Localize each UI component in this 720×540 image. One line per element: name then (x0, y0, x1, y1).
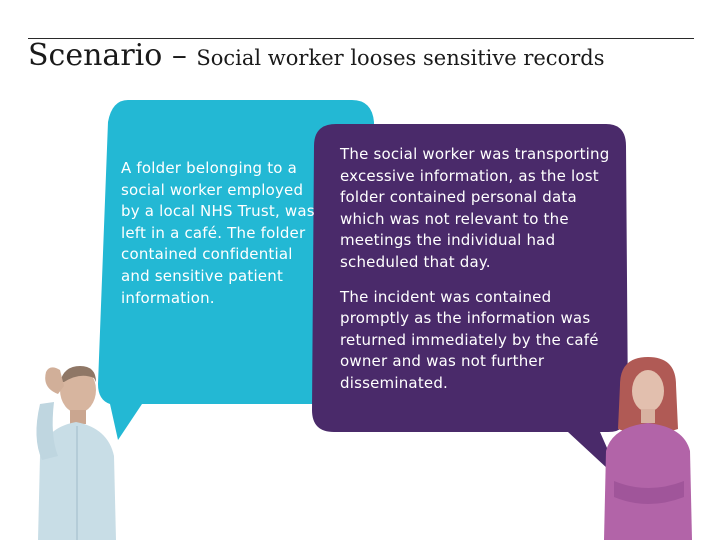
title-prefix: Scenario – (28, 38, 197, 73)
right-bubble-paragraph-1: The social worker was transporting excessive information, as the lost folder contained personal data which was not relevant to the meetings the individual had scheduled that day. (340, 145, 610, 271)
right-bubble-paragraph-2: The incident was contained promptly as the information was returned immediately by the café owner and was not further disseminated. (340, 287, 599, 392)
left-bubble-text: A folder belonging to a social worker employed by a local NHS Trust, was left in a café. The folder contained confidential and sensitive patient information. (121, 159, 315, 307)
man-figure (18, 360, 128, 540)
title-subtitle: Social worker looses sensitive records (196, 46, 605, 70)
right-bubble-text (340, 144, 622, 408)
